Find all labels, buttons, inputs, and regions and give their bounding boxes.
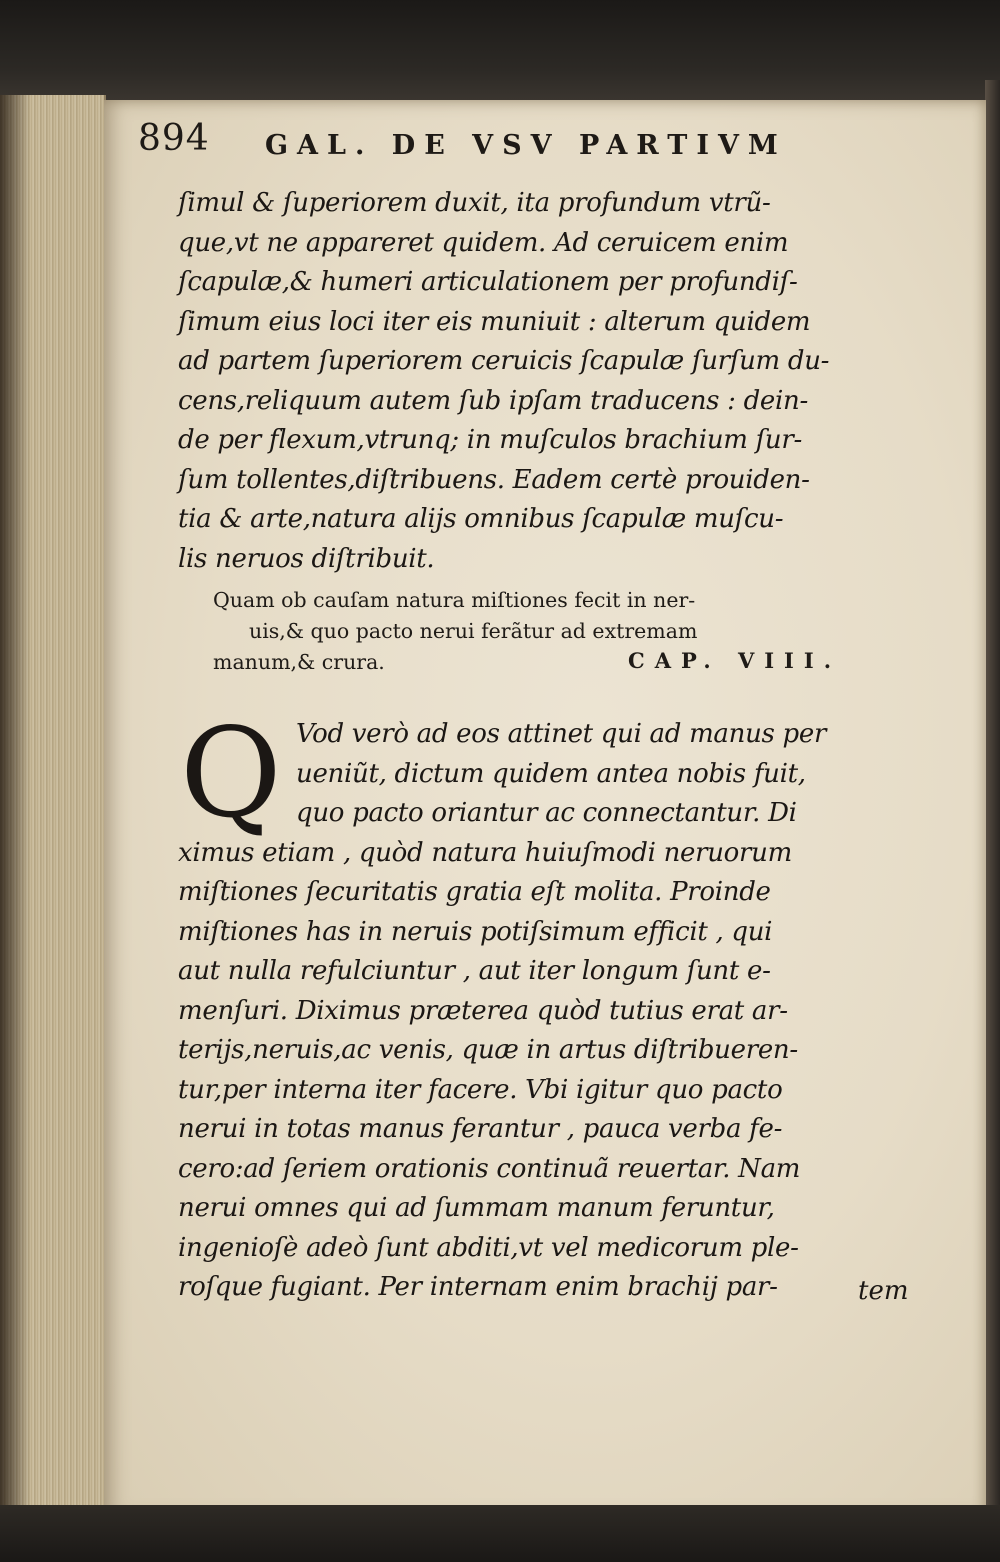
text-line: terijs,neruis,ac venis, quæ in artus diſtribueren- xyxy=(178,1035,798,1065)
dark-background-bottom xyxy=(0,1505,1000,1562)
text-line: ingenioſè adeò ſunt abditi,vt vel medicorum ple- xyxy=(178,1232,799,1263)
text-line: que,vt ne appareret quidem. Ad ceruicem enim xyxy=(178,227,789,258)
drop-cap-initial: Q xyxy=(180,702,282,846)
text-line: nerui in totas manus ferantur , pauca verba fe- xyxy=(178,1114,783,1144)
text-line: ſum tollentes,diſtribuens. Eadem certè prouiden- xyxy=(178,464,810,495)
text-line: tia & arte,natura alijs omnibus ſcapulæ muſcu- xyxy=(178,504,784,534)
text-line: de per flexum,vtrunq; in muſculos brachium ſur- xyxy=(178,425,802,455)
page-header xyxy=(138,118,838,178)
dark-background-top xyxy=(0,0,1000,100)
text-line: ueniũt, dictum quidem antea nobis fuit, xyxy=(296,758,806,789)
catchword: tem xyxy=(858,1276,909,1306)
main-paragraph xyxy=(178,702,908,1308)
text-line: cero:ad ſeriem orationis continuã reuertar. Nam xyxy=(178,1153,801,1184)
book-edge-shadow xyxy=(0,95,30,1520)
chapter-number: CAP. VIII. xyxy=(628,648,842,673)
text-line: quo pacto oriantur ac connectantur. Di xyxy=(296,798,797,828)
text-line: cens,reliquum autem ſub ipſam traducens : dein- xyxy=(178,385,808,416)
text-line: miſtiones ſecuritatis gratia eſt molita. Proinde xyxy=(178,877,771,907)
text-line: ximus etiam , quòd natura huiuſmodi neruorum xyxy=(178,837,792,868)
text-line: ſimum eius loci iter eis muniuit : alterum quidem xyxy=(178,306,811,337)
text-line: Vod verò ad eos attinet qui ad manus per xyxy=(296,719,827,749)
text-line: nerui omnes qui ad ſummam manum feruntur, xyxy=(178,1193,775,1223)
text-line: ad partem ſuperiorem ceruicis ſcapulæ ſurſum du- xyxy=(178,346,830,376)
text-line: ſimul & ſuperiorem duxit, ita profundum vtrũ- xyxy=(178,188,771,218)
text-line: aut nulla refulciuntur , aut iter longum ſunt e- xyxy=(178,956,771,986)
text-line: miſtiones has in neruis potiſsimum efficit , qui xyxy=(178,916,773,947)
text-line: ſcapulæ,& humeri articulationem per profundiſ- xyxy=(178,267,798,297)
running-head: GAL. DE VSV PARTIVM xyxy=(265,130,787,161)
chapter-title-line: Quam ob cauſam natura miſtiones fecit in ner- xyxy=(213,588,696,612)
text-line: lis neruos diſtribuit. xyxy=(178,543,435,574)
chapter-title-line: uis,& quo pacto nerui ferãtur ad extremam xyxy=(249,619,698,643)
text-line: menſuri. Diximus præterea quòd tutius erat ar- xyxy=(178,995,788,1026)
chapter-title-line: manum,& crura. xyxy=(213,650,385,674)
dark-background-right xyxy=(985,80,1000,1530)
top-paragraph xyxy=(178,184,908,579)
text-line: tur,per interna iter facere. Vbi igitur quo pacto xyxy=(178,1074,783,1105)
page-number: 894 xyxy=(138,118,210,159)
text-line: roſque fugiant. Per internam enim brachij par- xyxy=(178,1272,778,1302)
